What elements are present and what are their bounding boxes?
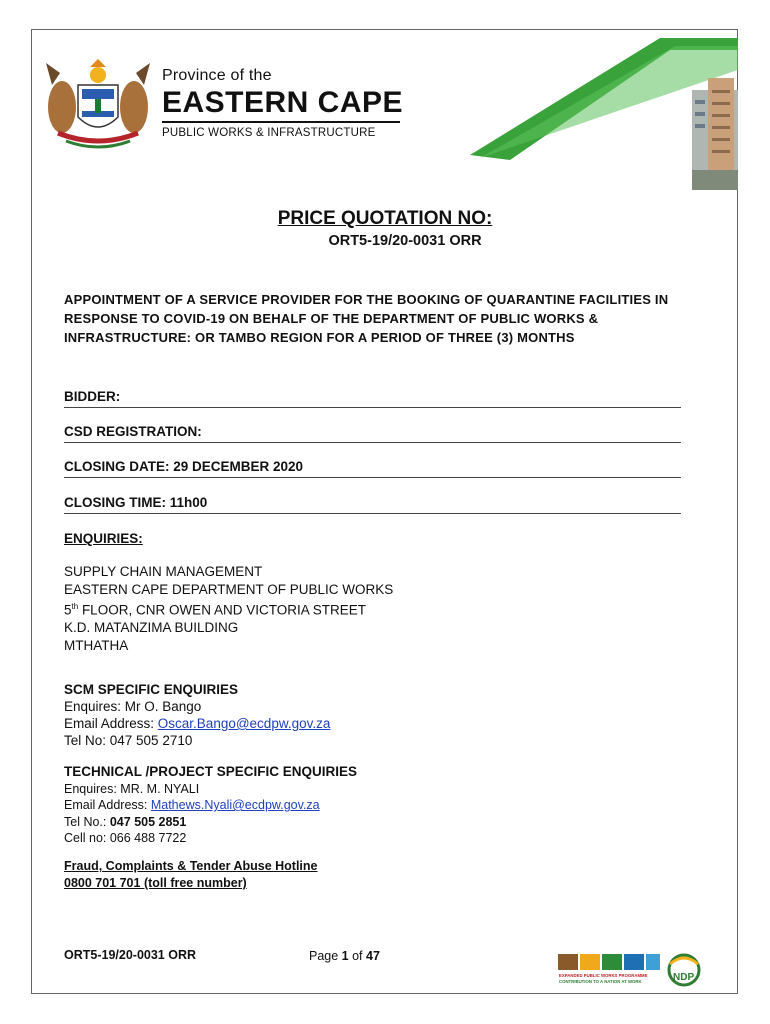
closing-date-field: CLOSING DATE: 29 DECEMBER 2020 [64, 459, 681, 478]
brand-divider [162, 121, 400, 123]
technical-enquiries [64, 764, 357, 847]
page-prefix: Page [309, 949, 342, 963]
floor-suffix: th [71, 602, 79, 611]
page-number [309, 949, 380, 963]
technical-heading: TECHNICAL /PROJECT SPECIFIC ENQUIRIES [64, 764, 358, 779]
department-branding [162, 68, 403, 139]
scm-heading: SCM SPECIFIC ENQUIRIES [64, 682, 239, 697]
page-of: of [348, 949, 366, 963]
footer-reference: ORT5-19/20-0031 ORR [64, 948, 197, 962]
page-current: 1 [341, 949, 349, 963]
technical-tel-label: Tel No.: [64, 814, 110, 829]
technical-email-label: Email Address: [64, 798, 151, 812]
csd-registration-field: CSD REGISTRATION: [64, 424, 681, 443]
region-name: EASTERN CAPE [162, 86, 404, 119]
epwp-slogan: CONTRIBUTION TO A NATION AT WORK [559, 979, 642, 984]
header-building-graphic [470, 30, 738, 190]
ndp-label: NDP [673, 972, 695, 983]
scm-enquiries [64, 681, 330, 749]
closing-time-field: CLOSING TIME: 11h00 [64, 495, 681, 514]
epwp-ndp-logos [556, 948, 704, 988]
fraud-hotline [64, 858, 318, 892]
address-line-4: K.D. MATANZIMA BUILDING [64, 620, 239, 635]
enquiries-heading: ENQUIRIES: [64, 531, 143, 546]
scm-email-link[interactable]: Oscar.Bango@ecdpw.gov.za [157, 716, 331, 731]
scm-email-label: Email Address: [64, 716, 158, 731]
street-address: FLOOR, CNR OWEN AND VICTORIA STREET [78, 602, 366, 618]
epwp-label: EXPANDED PUBLIC WORKS PROGRAMME [559, 973, 648, 978]
department-name: PUBLIC WORKS & INFRASTRUCTURE [162, 127, 376, 139]
province-line: Province of the [162, 67, 272, 84]
technical-tel-row [64, 814, 357, 831]
technical-email-link[interactable]: Mathews.Nyali@ecdpw.gov.za [150, 798, 320, 812]
coat-of-arms-logo [38, 55, 158, 153]
title-text: PRICE QUOTATION NO: [277, 208, 493, 229]
address-line-1: SUPPLY CHAIN MANAGEMENT [64, 564, 263, 579]
document-title [0, 208, 770, 230]
page-total: 47 [366, 949, 380, 963]
technical-tel-number: 047 505 2851 [109, 814, 187, 829]
hotline-title: Fraud, Complaints & Tender Abuse Hotline [64, 859, 318, 873]
floor-number: 5 [64, 602, 72, 618]
technical-cell: Cell no: 066 488 7722 [64, 831, 187, 845]
scm-contact: Enquires: Mr O. Bango [64, 699, 202, 714]
technical-email-row [64, 797, 357, 814]
address-line-2: EASTERN CAPE DEPARTMENT OF PUBLIC WORKS [64, 581, 394, 597]
address-line-5: MTHATHA [64, 637, 129, 653]
scm-tel: Tel No: 047 505 2710 [64, 733, 193, 748]
scm-email-row [64, 715, 330, 732]
hotline-number: 0800 701 701 (toll free number) [64, 876, 247, 890]
enquiries-address [64, 563, 393, 654]
technical-contact: Enquires: MR. M. NYALI [64, 781, 200, 796]
quotation-number: ORT5-19/20-0031 ORR [328, 233, 482, 249]
address-line-3 [64, 598, 393, 619]
bidder-field: BIDDER: [64, 389, 681, 408]
tender-description: APPOINTMENT OF A SERVICE PROVIDER FOR THE BOOKING OF QUARANTINE FACILITIES IN RESPONSE TO COVID-19 ON BEHALF OF THE DEPARTMENT OF PUBLIC WORKS & INFRASTRUCTURE: OR TAMBO REGION FOR A PERIOD OF THREE (3) MONTHS [64, 292, 669, 345]
